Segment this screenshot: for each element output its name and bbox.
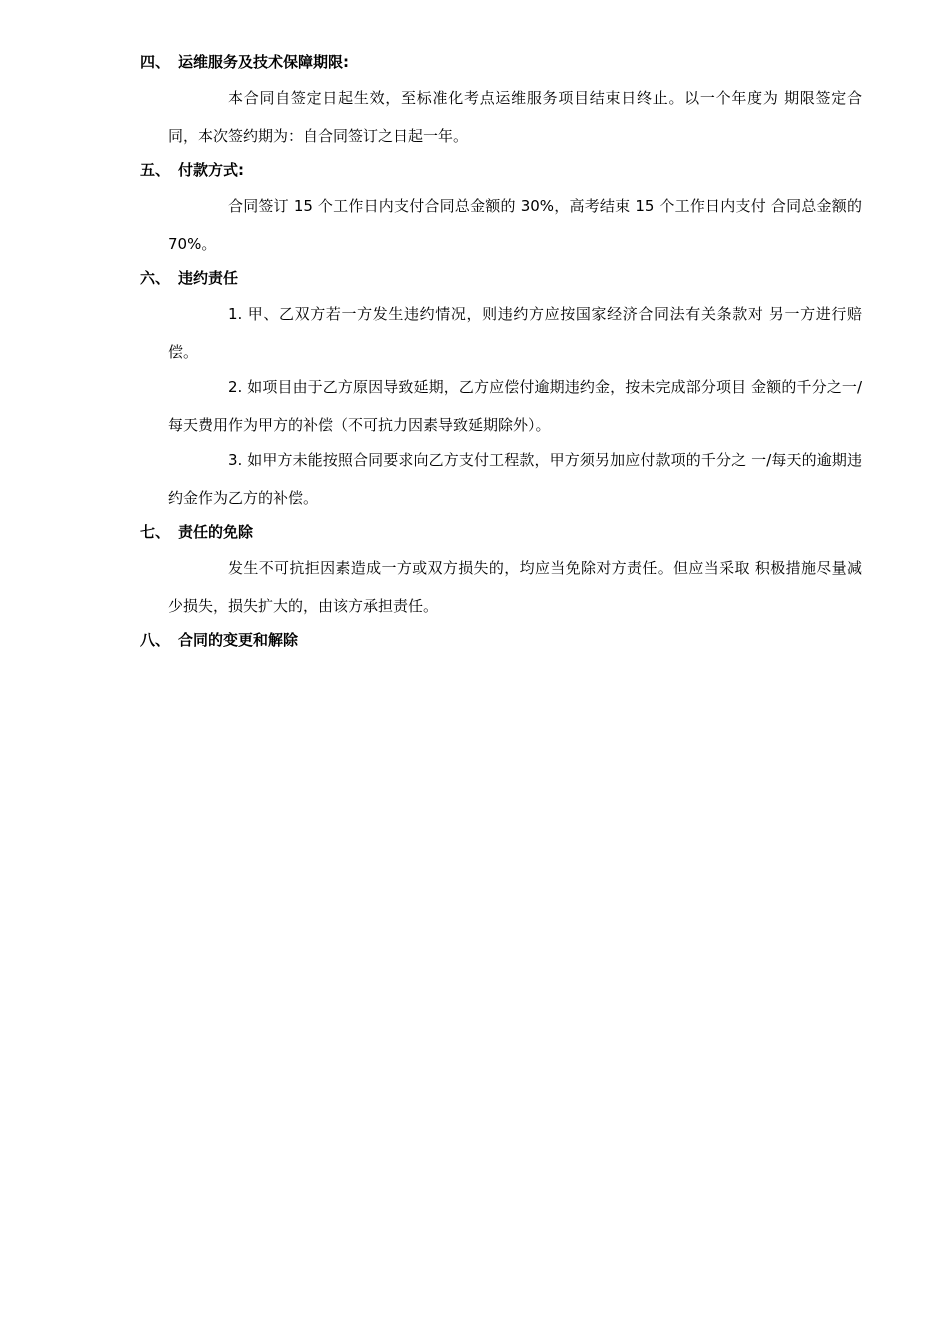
section-title: 违约责任 <box>178 269 239 287</box>
section-number: 七、 <box>140 523 171 541</box>
section-6-paragraph-3: 3. 如甲方未能按照合同要求向乙方支付工程款，甲方须另加应付款项的千分之 一/每天的逾期违约金作为乙方的补偿。 <box>168 451 862 507</box>
section-heading-8 <box>140 630 862 650</box>
section-7-paragraph-1: 发生不可抗拒因素造成一方或双方损失的，均应当免除对方责任。但应当采取 积极措施尽量减少损失，损失扩大的，由该方承担责任。 <box>168 559 862 615</box>
section-number: 八、 <box>140 631 171 649</box>
section-title: 付款方式: <box>178 161 244 179</box>
section-5-paragraph-1: 合同签订 15 个工作日内支付合同总金额的 30%，高考结束 15 个工作日内支付 合同总金额的 70%。 <box>168 197 862 253</box>
section-6-paragraph-1: 1. 甲、乙双方若一方发生违约情况，则违约方应按国家经济合同法有关条款对 另一方进行赔偿。 <box>168 305 862 361</box>
section-heading-5 <box>140 160 862 180</box>
section-heading-6 <box>140 268 862 288</box>
section-number: 六、 <box>140 269 171 287</box>
section-number: 四、 <box>140 53 171 71</box>
section-title: 运维服务及技术保障期限: <box>178 53 349 71</box>
section-6-paragraph-2: 2. 如项目由于乙方原因导致延期，乙方应偿付逾期违约金，按未完成部分项目 金额的千分之一/每天费用作为甲方的补偿（不可抗力因素导致延期除外）。 <box>168 378 862 434</box>
contract-body <box>140 52 862 666</box>
section-title: 合同的变更和解除 <box>178 631 299 649</box>
section-number: 五、 <box>140 161 171 179</box>
section-4-paragraph-1: 本合同自签定日起生效，至标准化考点运维服务项目结束日终止。以一个年度为 期限签定合同，本次签约期为：自合同签订之日起一年。 <box>168 89 862 145</box>
section-heading-4 <box>140 52 862 72</box>
section-title: 责任的免除 <box>178 523 254 541</box>
section-heading-7 <box>140 522 862 542</box>
